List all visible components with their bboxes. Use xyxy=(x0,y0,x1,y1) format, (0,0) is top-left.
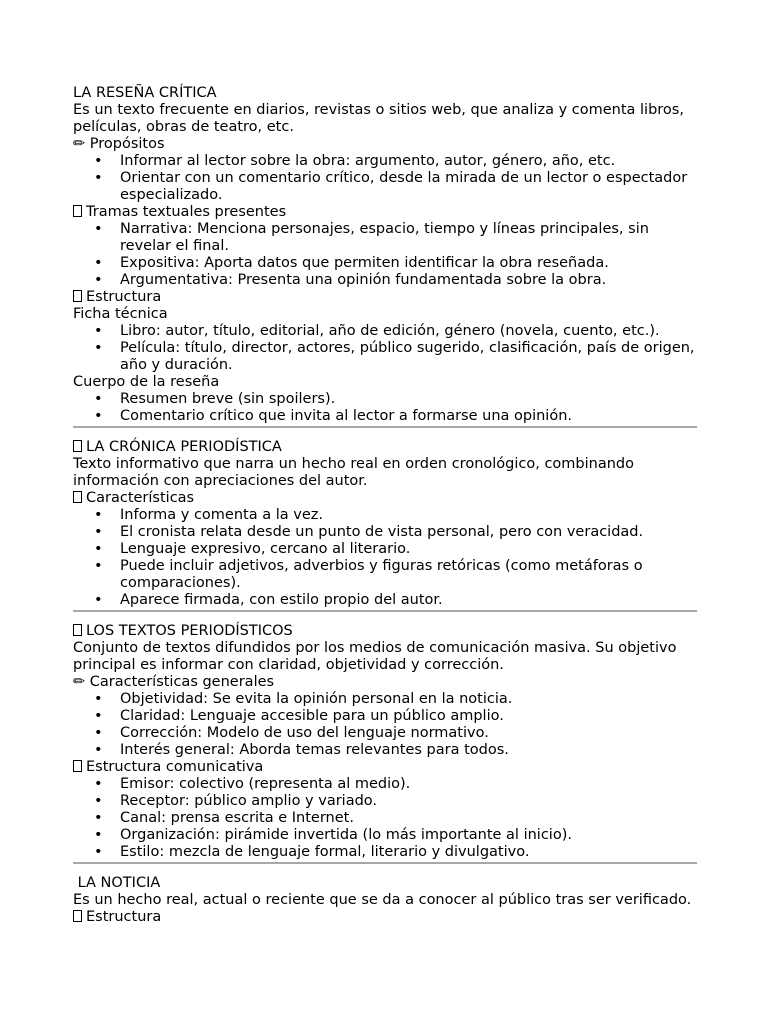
list-item: • Expositiva: Aporta datos que permiten identificar la obra reseñada. xyxy=(120,255,697,272)
missing-glyph-icon xyxy=(73,760,82,772)
list-item: • Informar al lector sobre la obra: argumento, autor, género, año, etc. xyxy=(120,153,697,170)
section-divider xyxy=(73,610,697,612)
list-item: • El cronista relata desde un punto de vista personal, pero con veracidad. xyxy=(120,524,697,541)
subheading-ficha-tecnica: Ficha técnica xyxy=(73,306,168,322)
list-item: • Puede incluir adjetivos, adverbios y figuras retóricas (como metáforas o comparaciones). xyxy=(120,558,697,592)
subheading-estructura: Estructura xyxy=(73,289,697,306)
section-divider xyxy=(73,862,697,864)
list-caracteristicas-generales xyxy=(73,691,697,759)
subheading-tramas: Tramas textuales presentes xyxy=(73,204,697,221)
list-cuerpo xyxy=(73,391,697,425)
document-body xyxy=(73,85,697,926)
subheading-cuerpo: Cuerpo de la reseña xyxy=(73,374,220,390)
list-tramas xyxy=(73,221,697,289)
list-item: • Receptor: público amplio y variado. xyxy=(120,793,697,810)
list-item: • Orientar con un comentario crítico, desde la mirada de un lector o espectador especializado. xyxy=(120,170,697,204)
subheading-estructura-comunicativa: Estructura comunicativa xyxy=(73,759,697,776)
missing-glyph-icon xyxy=(73,491,82,503)
section-textos-periodisticos xyxy=(73,623,697,861)
list-item: • Canal: prensa escrita e Internet. xyxy=(120,810,697,827)
list-item: • Lenguaje expresivo, cercano al literario. xyxy=(120,541,697,558)
list-item: • Libro: autor, título, editorial, año de edición, género (novela, cuento, etc.). xyxy=(120,323,697,340)
subheading-caracteristicas: Características xyxy=(73,490,697,507)
section-title: LA NOTICIA xyxy=(73,875,161,891)
list-item: • Corrección: Modelo de uso del lenguaje normativo. xyxy=(120,725,697,742)
missing-glyph-icon xyxy=(73,205,82,217)
list-item: • Organización: pirámide invertida (lo más importante al inicio). xyxy=(120,827,697,844)
subheading-caracteristicas-generales: ✏ Características generales xyxy=(73,674,275,690)
list-estructura-comunicativa xyxy=(73,776,697,861)
list-item: • Narrativa: Menciona personajes, espacio, tiempo y líneas principales, sin revelar el final. xyxy=(120,221,697,255)
missing-glyph-icon xyxy=(73,624,82,636)
list-item: • Resumen breve (sin spoilers). xyxy=(120,391,697,408)
section-noticia xyxy=(73,875,697,926)
missing-glyph-icon xyxy=(73,290,82,302)
section-title: LA CRÓNICA PERIODÍSTICA xyxy=(73,439,697,456)
list-item: • Comentario crítico que invita al lector a formarse una opinión. xyxy=(120,408,697,425)
list-item: • Objetividad: Se evita la opinión personal en la noticia. xyxy=(120,691,697,708)
pencil-icon: ✏ xyxy=(73,136,86,152)
subheading-estructura: Estructura xyxy=(73,909,697,926)
list-caracteristicas xyxy=(73,507,697,609)
list-item: • Emisor: colectivo (representa al medio). xyxy=(120,776,697,793)
list-item: • Aparece firmada, con estilo propio del autor. xyxy=(120,592,697,609)
section-intro: Conjunto de textos difundidos por los medios de comunicación masiva. Su objetivo principal es informar con claridad, objetividad y corrección. xyxy=(73,640,682,673)
list-item: • Claridad: Lenguaje accesible para un público amplio. xyxy=(120,708,697,725)
section-divider xyxy=(73,426,697,428)
section-intro: Texto informativo que narra un hecho real en orden cronológico, combinando información con apreciaciones del autor. xyxy=(73,456,639,489)
list-item: • Informa y comenta a la vez. xyxy=(120,507,697,524)
missing-glyph-icon xyxy=(73,910,82,922)
section-intro: Es un hecho real, actual o reciente que se da a conocer al público tras ser verificado. xyxy=(73,892,692,908)
list-item: • Estilo: mezcla de lenguaje formal, literario y divulgativo. xyxy=(120,844,697,861)
pencil-icon: ✏ xyxy=(73,674,86,690)
list-item: • Argumentativa: Presenta una opinión fundamentada sobre la obra. xyxy=(120,272,697,289)
list-propositos xyxy=(73,153,697,204)
section-title: LA RESEÑA CRÍTICA xyxy=(73,85,217,101)
list-item: • Película: título, director, actores, público sugerido, clasificación, país de origen, año y duración. xyxy=(120,340,697,374)
section-cronica-periodistica xyxy=(73,439,697,609)
list-ficha-tecnica xyxy=(73,323,697,374)
missing-glyph-icon xyxy=(73,440,82,452)
section-intro: Es un texto frecuente en diarios, revistas o sitios web, que analiza y comenta libros, películas, obras de teatro, etc. xyxy=(73,102,689,135)
section-title: LOS TEXTOS PERIODÍSTICOS xyxy=(73,623,697,640)
section-resena-critica xyxy=(73,85,697,425)
list-item: • Interés general: Aborda temas relevantes para todos. xyxy=(120,742,697,759)
subheading-propositos: ✏ Propósitos xyxy=(73,136,165,152)
